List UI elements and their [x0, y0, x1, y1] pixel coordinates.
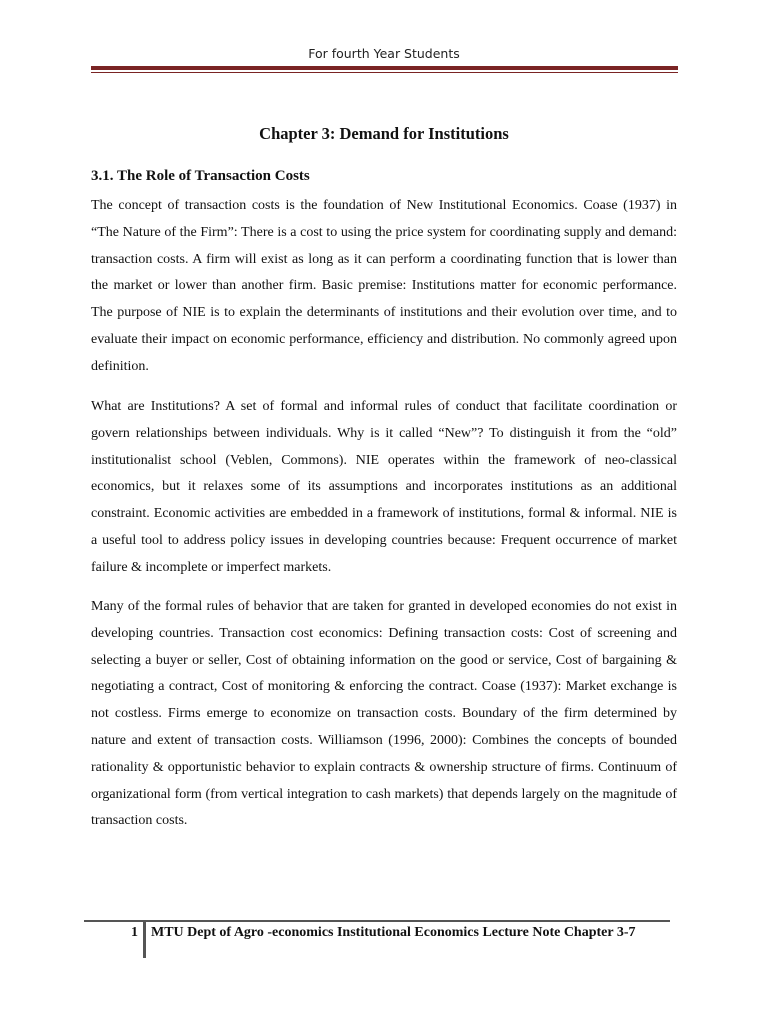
footer-divider [143, 922, 146, 958]
footer-text: MTU Dept of Agro -economics Institutional Economics Lecture Note Chapter 3-7 [151, 925, 636, 940]
header-rule-thick [91, 66, 678, 70]
header-rule-thin [91, 72, 678, 73]
paragraph-formal-rules: Many of the formal rules of behavior that are taken for granted in developed economies do not exist in developing countries. Transaction cost economics: Defining transaction costs: Cost of screening and selecting a buyer or seller, Cost of obtaining information on the good or service, Cost of bargaining & negotiating a contract, Cost of monitoring & enforcing the contract. Coase (1937): Market exchange is not costless. Firms emerge to economize on transaction costs. Boundary of the firm determined by nature and extent of transaction costs. Williamson (1996, 2000): Combines the concepts of bounded rationality & opportunistic behavior to explain contracts & ownership structure of firms. Continuum of organizational form (from vertical integration to cash markets) that depends largely on the magnitude of transaction costs. [91, 599, 677, 829]
footer-page-number: 1 [131, 925, 138, 940]
page-header-title: For fourth Year Students [308, 46, 460, 61]
paragraph-transaction-costs: The concept of transaction costs is the foundation of New Institutional Economics. Coase (1937) in “The Nature of the Firm”: There is a cost to using the price system for coordinating supply and demand: transaction costs. A firm will exist as long as it can perform a coordinating function that is lower than the market or lower than another firm. Basic premise: Institutions matter for economic performance. The purpose of NIE is to explain the determinants of institutions and their evolution over time, and to evaluate their impact on economic performance, efficiency and distribution. No commonly agreed upon definition. [91, 198, 677, 374]
footer-rule [84, 920, 670, 922]
paragraph-what-are-institutions: What are Institutions? A set of formal and informal rules of conduct that facilitate coordination or govern relationships between individuals. Why is it called “New”? To distinguish it from the “old” institutionalist school (Veblen, Commons). NIE operates within the framework of neo-classical economics, but it relaxes some of its assumptions and incorporates institutions as an additional constraint. Economic activities are embedded in a framework of institutions, formal & informal. NIE is a useful tool to address policy issues in developing countries because: Frequent occurrence of market failure & incomplete or imperfect markets. [91, 399, 677, 575]
chapter-title: Chapter 3: Demand for Institutions [259, 124, 509, 143]
section-heading: 3.1. The Role of Transaction Costs [91, 168, 310, 184]
